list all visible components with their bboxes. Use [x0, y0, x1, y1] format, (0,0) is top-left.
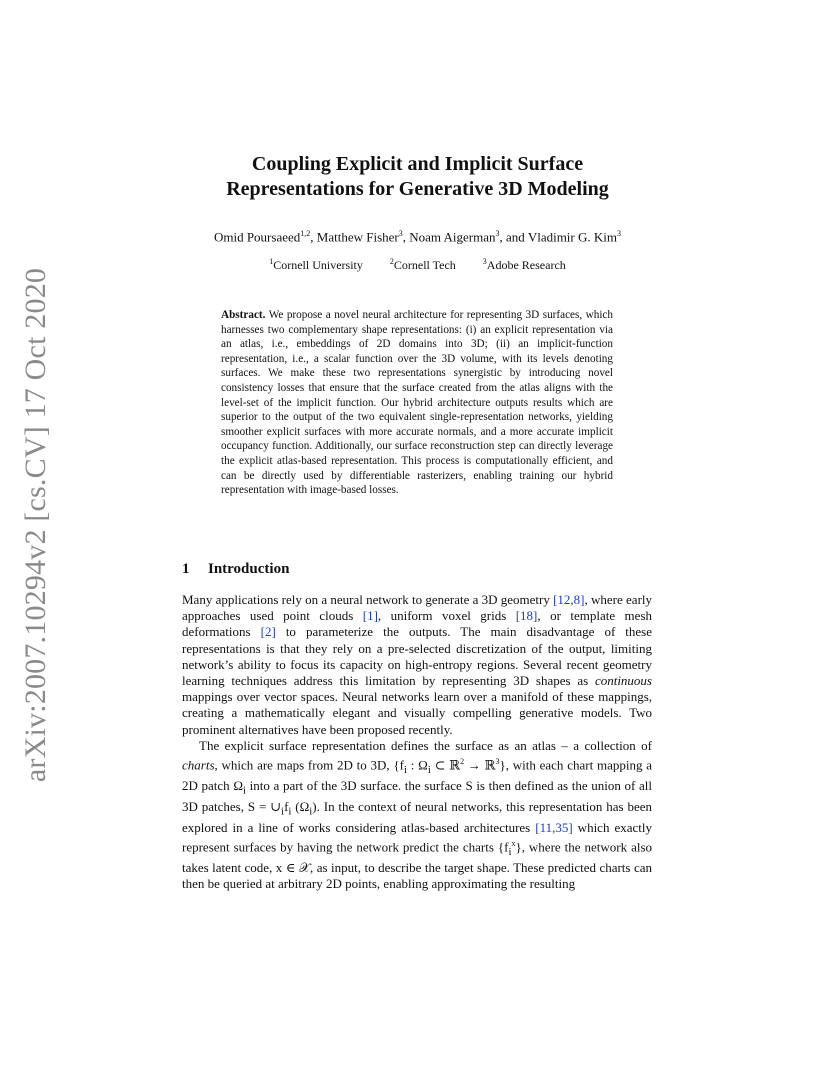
text: ⊂ ℝ: [430, 757, 461, 773]
affiliation: [390, 258, 456, 272]
author-name: , Matthew Fisher: [310, 229, 399, 245]
subscript: i: [427, 763, 431, 776]
text: mappings over vector spaces. Neural networks learn over a manifold of these mappings, creating a mathematically elegant and visually compelling generative models. Two prominent alternatives have been proposed recently.: [182, 689, 652, 737]
author-name: , and Vladimir G. Kim: [499, 229, 618, 245]
text: (Ω: [291, 798, 310, 814]
affil-sup: 2: [389, 257, 394, 266]
affiliation: [483, 258, 566, 272]
affil-name: Adobe Research: [486, 258, 566, 272]
subscript: i: [281, 805, 285, 818]
emphasis: continuous: [594, 673, 652, 689]
text: ). In the context of neural networks, this representation has been explored in a line of works considering atlas-based architectures: [182, 798, 652, 835]
text: f: [284, 798, 289, 814]
affil-name: Cornell Tech: [393, 258, 456, 272]
subscript: i: [288, 805, 292, 818]
author-affil-sup: 3: [617, 229, 622, 238]
title-line-1: Coupling Explicit and Implicit Surface: [251, 153, 584, 175]
text: to parameterize the outputs. The main disadvantage of these representations is that they rely on a pre-selected discretization of the output, limiting network’s ability to focus its capacity on high-entropy regions. Several recent geometry learning techniques address this limitation by representing 3D shapes as: [182, 624, 653, 689]
text: The explicit surface representation defines the surface as an atlas – a collection of: [199, 737, 652, 753]
citation-link[interactable]: [1]: [362, 608, 378, 624]
author-affil-sup: 1,2: [300, 229, 311, 238]
superscript: 2: [460, 757, 465, 767]
affil-sup: 1: [269, 257, 274, 266]
text: into a part of the 3D surface. the surface S is then defined as the union of all 3D patches, S = ∪: [182, 778, 653, 814]
author-name: Omid Poursaeed: [213, 229, 301, 245]
text: , where early approaches used point clouds: [182, 592, 653, 624]
text: }, with each chart mapping a 2D patch Ω: [182, 757, 652, 794]
title-line-2: Representations for Generative 3D Modeling: [226, 178, 609, 200]
subscript: i: [508, 845, 512, 858]
superscript: 3: [495, 757, 500, 767]
abstract-text: We propose a novel neural architecture for representing 3D surfaces, which harnesses two complementary shape representations: (i) an explicit representation via an atlas, i.e., embeddings of 2D domains into 3D; (ii) an implicit-function representation, i.e., a scalar function over the 3D volume, with its levels denoting surfaces. We make these two representations synergistic by introducing novel consistency losses that ensure that the surface created from the atlas aligns with the level-set of the implicit function. Our hybrid architecture outputs results which are superior to the output of the two equivalent single-representation networks, yielding smoother explicit surfaces with more accurate normals, and a more accurate implicit occupancy function. Additionally, our surface reconstruction step can directly leverage the explicit atlas-based representation. This process is computationally efficient, and can be directly used by differentiable rasterizers, enabling training our hybrid representation with image-based losses.: [221, 309, 613, 497]
paragraph: [182, 592, 652, 738]
body-text: [182, 592, 652, 892]
author-affil-sup: 3: [495, 229, 500, 238]
arxiv-identifier: [12, 267, 60, 783]
section-number: 1: [182, 561, 190, 577]
affil-name: Cornell University: [273, 258, 363, 272]
text: : Ω: [407, 757, 428, 773]
abstract: [221, 308, 613, 498]
citation-link[interactable]: [12,8]: [553, 592, 585, 607]
text: , uniform voxel grids: [377, 608, 516, 624]
emphasis: charts: [182, 757, 215, 773]
citation-link[interactable]: [18]: [515, 608, 538, 624]
text: Many applications rely on a neural network to generate a 3D geometry: [182, 592, 554, 607]
subscript: i: [243, 784, 247, 797]
paragraph: [182, 738, 652, 893]
affil-sup: 3: [482, 257, 487, 266]
citation-link[interactable]: [11,35]: [535, 819, 573, 835]
abstract-label: Abstract.: [221, 309, 266, 321]
superscript: x: [511, 838, 516, 848]
text: , or template mesh deformations: [182, 608, 653, 640]
text: which exactly represent surfaces by having the network predict the charts {f: [182, 819, 652, 855]
text: , which are maps from 2D to 3D, {f: [214, 757, 404, 773]
arxiv-id-text: arXiv:2007.10294v2 [cs.CV] 17 Oct 2020: [19, 267, 53, 783]
subscript: i: [309, 805, 313, 818]
paper-title: [150, 152, 685, 202]
section-heading: [182, 561, 652, 578]
citation-link[interactable]: [2]: [260, 624, 276, 640]
author-affil-sup: 3: [398, 229, 403, 238]
text: }, where the network also takes latent code, x ∈ 𝒳, as input, to describe the target shape. These predicted charts can then be queried at arbitrary 2D points, enabling approximating the resulting: [182, 839, 653, 892]
affiliation-list: [150, 257, 685, 273]
section-title: Introduction: [208, 561, 290, 577]
author-list: [150, 229, 685, 245]
text: → ℝ: [464, 757, 496, 773]
subscript: i: [404, 763, 408, 776]
affiliation: [269, 258, 363, 272]
author-name: , Noam Aigerman: [402, 229, 496, 245]
